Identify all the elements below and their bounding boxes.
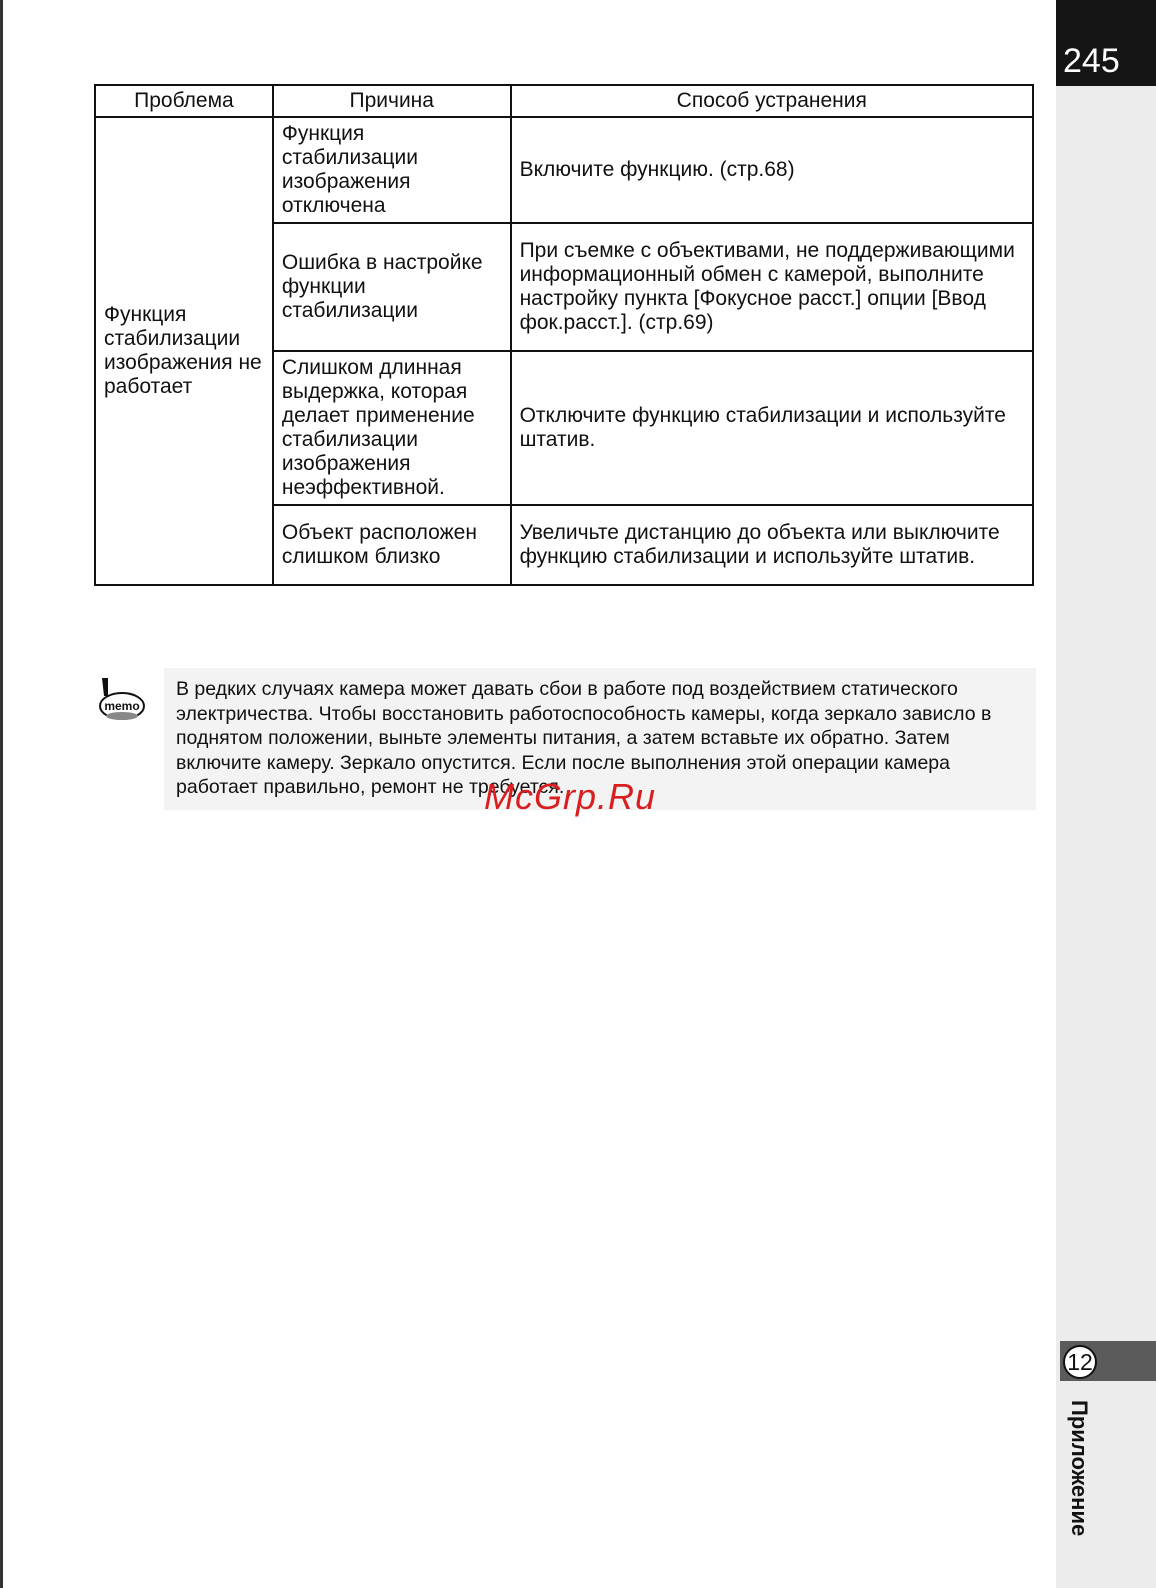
header-remedy: Способ устранения bbox=[511, 85, 1033, 117]
remedy-cell: Включите функцию. (стр.68) bbox=[511, 117, 1033, 223]
memo-text: В редких случаях камера может давать сбои в работе под воздействием статического электричества. Чтобы восстановить работоспособность камеры, когда зеркало зависло в поднятом положении, выньте элементы питания, а затем вставьте их обратно. Затем включите камеру. Зеркало опустится. Если после выполнения этой операции камера работает правильно, ремонт не требуется. bbox=[176, 678, 992, 798]
troubleshooting-table bbox=[94, 84, 1034, 586]
cause-cell: Объект расположен слишком близко bbox=[273, 505, 511, 585]
page-left-edge bbox=[0, 0, 3, 1588]
cause-cell: Слишком длинная выдержка, которая делает применение стабилизации изображения неэффективной. bbox=[273, 351, 511, 505]
memo-icon-label: memo bbox=[104, 699, 140, 713]
remedy-cell: При съемке с объективами, не поддерживающими информационный обмен с камерой, выполните настройку пункта [Фокусное расст.] опции [Ввод фок.расст.]. (стр.69) bbox=[511, 223, 1033, 351]
cause-cell: Функция стабилизации изображения отключена bbox=[273, 117, 511, 223]
header-cause: Причина bbox=[273, 85, 511, 117]
problem-cell: Функция стабилизации изображения не работает bbox=[95, 117, 273, 585]
memo-icon bbox=[96, 676, 148, 724]
cause-cell: Ошибка в настройке функции стабилизации bbox=[273, 223, 511, 351]
chapter-title: Приложение bbox=[1067, 1400, 1092, 1537]
table-row bbox=[95, 117, 1033, 223]
chapter-number: 12 bbox=[1063, 1345, 1097, 1379]
watermark: McGrp.Ru bbox=[484, 776, 657, 817]
remedy-cell: Увеличьте дистанцию до объекта или выключите функцию стабилизации и используйте штатив. bbox=[511, 505, 1033, 585]
remedy-cell: Отключите функцию стабилизации и используйте штатив. bbox=[511, 351, 1033, 505]
table-header-row bbox=[95, 85, 1033, 117]
page-number: 245 bbox=[1063, 42, 1120, 80]
header-problem: Проблема bbox=[95, 85, 273, 117]
